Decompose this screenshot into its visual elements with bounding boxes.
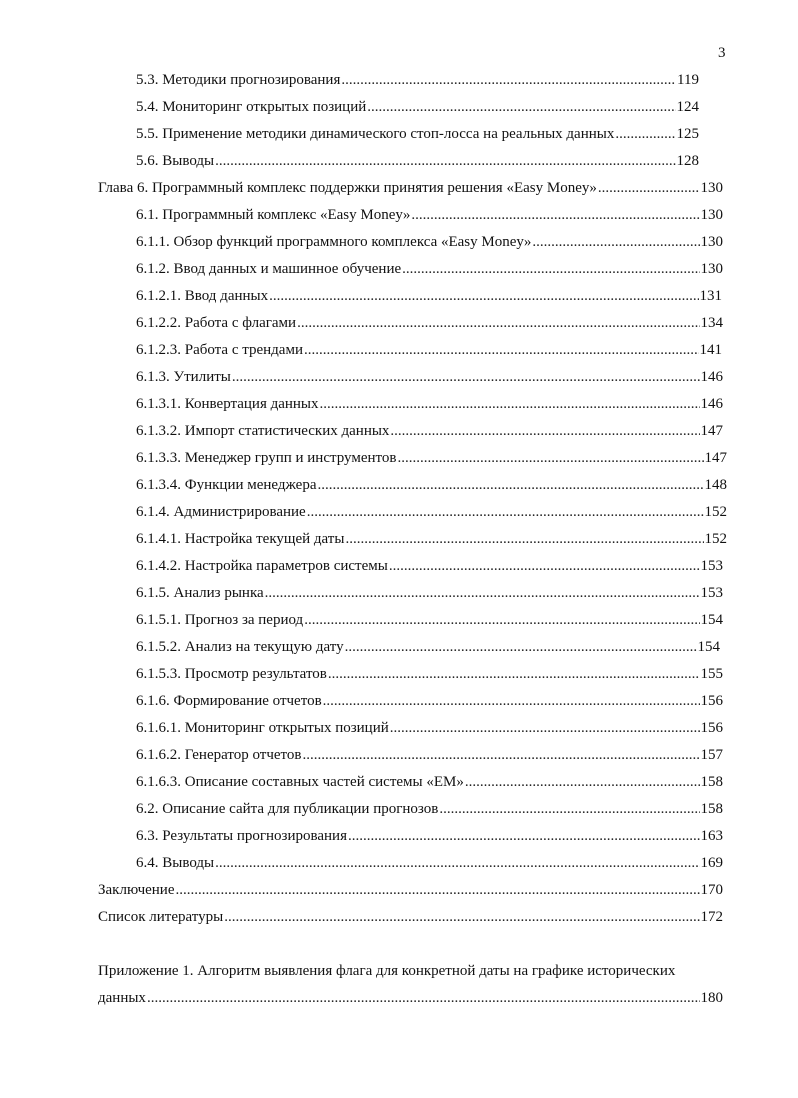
toc-entry-page: 153: [700, 585, 723, 601]
toc-entry-title: 6.1.3.2. Импорт статистических данных: [136, 423, 390, 439]
dot-leader: [320, 394, 700, 414]
toc-entry-page: 141: [699, 342, 722, 358]
toc-entry-title: данных: [98, 990, 146, 1006]
toc-entry-page: 134: [700, 315, 723, 331]
toc-entry-page: 130: [700, 234, 723, 250]
appendix-title-line: Приложение 1. Алгоритм выявления флага для конкретной даты на графике исторических: [98, 963, 676, 979]
toc-entry-page: 156: [700, 720, 723, 736]
toc-entry-title: 6.1.6. Формирование отчетов: [136, 693, 322, 709]
toc-entry-page: 130: [700, 180, 723, 196]
toc-entry-page: 148: [704, 477, 727, 493]
toc-entry-page: 125: [676, 126, 699, 142]
toc-entry: [98, 880, 723, 900]
toc-entry: [136, 502, 727, 522]
dot-leader: [390, 421, 699, 441]
toc-entry-page: 130: [700, 261, 723, 277]
toc-entry-page: 147: [704, 450, 727, 466]
toc-entry-title: 6.1.2.3. Работа с трендами: [136, 342, 303, 358]
toc-entry-title: 6.1.5.2. Анализ на текущую дату: [136, 639, 344, 655]
toc-entry-title: 6.1.5.1. Прогноз за период: [136, 612, 304, 628]
dot-leader: [323, 691, 700, 711]
toc-entry-title: 6.1.5. Анализ рынка: [136, 585, 264, 601]
toc-entry: [136, 826, 723, 846]
toc-entry-title: 6.1.3.1. Конвертация данных: [136, 396, 319, 412]
toc-entry-title: 6.1. Программный комплекс «Easy Money»: [136, 207, 411, 223]
toc-entry-title: 6.1.4. Администрирование: [136, 504, 306, 520]
toc-entry-page: 131: [699, 288, 722, 304]
toc-entry: [136, 691, 723, 711]
toc-entry-page: 170: [700, 882, 723, 898]
toc-entry-page: 124: [676, 99, 699, 115]
toc-entry-title: 6.2. Описание сайта для публикации прогнозов: [136, 801, 439, 817]
dot-leader: [367, 97, 675, 117]
toc-entry-title: 6.1.2.2. Работа с флагами: [136, 315, 297, 331]
toc-entry-title: 5.6. Выводы: [136, 153, 215, 169]
toc-entry-title: 6.1.3.3. Менеджер групп и инструментов: [136, 450, 397, 466]
dot-leader: [265, 583, 700, 603]
dot-leader: [439, 799, 699, 819]
toc-entry-page: 180: [700, 990, 723, 1006]
dot-leader: [297, 313, 699, 333]
toc-entry-page: 146: [700, 369, 723, 385]
toc-entry: [136, 421, 723, 441]
dot-leader: [303, 745, 700, 765]
toc-entry-title: 6.1.3. Утилиты: [136, 369, 231, 385]
toc-entry-title: 6.1.6.1. Мониторинг открытых позиций: [136, 720, 389, 736]
toc-entry-title: Глава 6. Программный комплекс поддержки принятия решения «Easy Money»: [98, 180, 597, 196]
dot-leader: [176, 880, 700, 900]
dot-leader: [269, 286, 698, 306]
toc-entry: [136, 124, 699, 144]
toc-entry-page: 147: [700, 423, 723, 439]
toc-entry-page: 158: [700, 801, 723, 817]
toc-entry-title: 6.1.3.4. Функции менеджера: [136, 477, 317, 493]
toc-entry-page: 154: [700, 612, 723, 628]
dot-leader: [465, 772, 700, 792]
dot-leader: [598, 178, 700, 198]
toc-entry-page: 172: [700, 909, 723, 925]
toc-entry-page: 119: [677, 72, 699, 88]
toc-entry-page: 163: [700, 828, 723, 844]
toc-entry: [136, 70, 699, 90]
toc-entry: [136, 394, 723, 414]
toc-entry-page: 158: [700, 774, 723, 790]
toc-entry-page: 154: [697, 639, 720, 655]
dot-leader: [345, 529, 703, 549]
toc-entry-page: 130: [700, 207, 723, 223]
dot-leader: [147, 988, 700, 1008]
dot-leader: [411, 205, 699, 225]
dot-leader: [348, 826, 700, 846]
dot-leader: [224, 907, 699, 927]
toc-entry-page: 128: [676, 153, 699, 169]
toc-entry-title: 6.1.2. Ввод данных и машинное обучение: [136, 261, 402, 277]
toc-entry: [136, 718, 723, 738]
dot-leader: [318, 475, 704, 495]
toc-entry: [136, 772, 723, 792]
dot-leader: [345, 637, 697, 657]
toc-entry-page: 157: [700, 747, 723, 763]
dot-leader: [397, 448, 703, 468]
toc-entry-title: 5.5. Применение методики динамического стоп-лосса на реальных данных: [136, 126, 615, 142]
toc-entry: [136, 151, 699, 171]
toc-entry: [136, 475, 727, 495]
toc-entry-title: 6.1.5.3. Просмотр результатов: [136, 666, 327, 682]
toc-entry-page: 146: [700, 396, 723, 412]
toc-entry: [136, 799, 723, 819]
toc-entry-page: 152: [704, 531, 727, 547]
dot-leader: [215, 853, 699, 873]
dot-leader: [532, 232, 699, 252]
toc-entry: [98, 178, 723, 198]
dot-leader: [215, 151, 675, 171]
toc-entry: [136, 286, 722, 306]
dot-leader: [232, 367, 700, 387]
dot-leader: [615, 124, 675, 144]
toc-entry: [136, 97, 699, 117]
toc-entry-title: 6.1.4.2. Настройка параметров системы: [136, 558, 388, 574]
toc-entry: [136, 313, 723, 333]
toc-entry-appendix: [98, 988, 723, 1008]
toc-entry: [98, 907, 723, 927]
dot-leader: [304, 610, 699, 630]
toc-entry-title: 6.3. Результаты прогнозирования: [136, 828, 347, 844]
toc-entry: [136, 205, 723, 225]
dot-leader: [307, 502, 704, 522]
page-number: 3: [718, 45, 726, 61]
toc-entry-title: Заключение: [98, 882, 175, 898]
dot-leader: [389, 556, 700, 576]
toc-entry: [136, 583, 723, 603]
toc-entry: [136, 745, 723, 765]
toc-entry: [136, 664, 723, 684]
dot-leader: [390, 718, 700, 738]
toc-entry: [136, 232, 723, 252]
toc-entry: [136, 610, 723, 630]
toc-entry-title: 6.1.2.1. Ввод данных: [136, 288, 269, 304]
toc-entry: [136, 259, 723, 279]
toc-entry-title: 6.1.6.2. Генератор отчетов: [136, 747, 302, 763]
toc-entry-title: 6.1.6.3. Описание составных частей системы «ЕМ»: [136, 774, 464, 790]
toc-entry-title: 6.1.4.1. Настройка текущей даты: [136, 531, 345, 547]
toc-entry-title: 5.3. Методики прогнозирования: [136, 72, 341, 88]
toc-entry-page: 155: [700, 666, 723, 682]
toc-entry: [136, 529, 727, 549]
toc-entry-title: 5.4. Мониторинг открытых позиций: [136, 99, 367, 115]
toc-entry: [136, 340, 722, 360]
toc-entry-page: 156: [700, 693, 723, 709]
toc-entry-title: Список литературы: [98, 909, 224, 925]
toc-entry: [136, 637, 720, 657]
toc-entry-page: 152: [704, 504, 727, 520]
toc-entry: [136, 448, 727, 468]
dot-leader: [328, 664, 700, 684]
toc-entry-title: 6.1.1. Обзор функций программного комплекса «Easy Money»: [136, 234, 532, 250]
dot-leader: [402, 259, 699, 279]
dot-leader: [304, 340, 699, 360]
toc-entry-title: 6.4. Выводы: [136, 855, 215, 871]
toc-entry: [136, 556, 723, 576]
toc-entry: [136, 853, 723, 873]
dot-leader: [341, 70, 676, 90]
toc-entry-page: 169: [700, 855, 723, 871]
toc-entry: [136, 367, 723, 387]
toc-entry-page: 153: [700, 558, 723, 574]
